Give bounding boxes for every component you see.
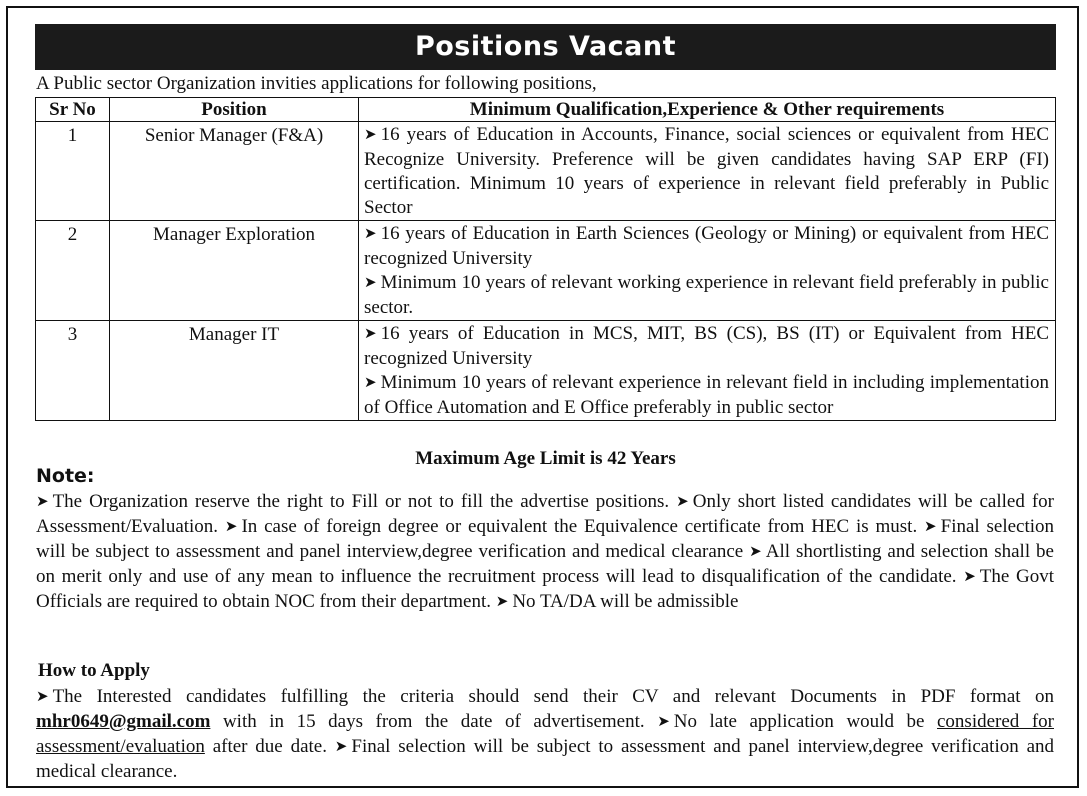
bullet-arrow-icon: ➤	[749, 544, 762, 560]
table-header-row	[36, 98, 1056, 122]
note-item: Final selection will be subject to assessment and panel interview,degree verification and medical clearance	[36, 516, 1055, 562]
requirement-item	[364, 123, 1049, 220]
requirement-text: 16 years of Education in MCS, MIT, BS (CS), BS (IT) or Equivalent from HEC recognized University	[364, 323, 1049, 369]
bullet-arrow-icon: ➤	[334, 739, 348, 755]
bullet-arrow-icon: ➤	[364, 326, 377, 342]
requirement-text: 16 years of Education in Earth Sciences (Geology or Mining) or equivalent from HEC recognized University	[364, 223, 1049, 269]
requirement-item	[364, 271, 1049, 320]
requirement-text: 16 years of Education in Accounts, Finance, social sciences or equivalent from HEC Recognize University. Preference will be given candidates having SAP ERP (FI) certification. Minimum 10 years of experience in relevant field preferably in Public Sector	[364, 124, 1049, 218]
bullet-arrow-icon: ➤	[364, 226, 377, 242]
row-requirements	[359, 321, 1056, 421]
note-item: Only short listed candidates will be called for Assessment/Evaluation.	[36, 491, 1055, 537]
requirement-text: Minimum 10 years of relevant experience in relevant field in including implementation of Office Automation and E Office preferably in public sector	[364, 372, 1049, 418]
row-position: Senior Manager (F&A)	[110, 122, 359, 221]
requirement-text: Minimum 10 years of relevant working experience in relevant field preferably in public sector.	[364, 272, 1049, 318]
row-requirements	[359, 122, 1056, 221]
row-sr-no: 1	[36, 122, 110, 221]
apply-text: No late application would be	[673, 711, 925, 732]
bullet-arrow-icon: ➤	[224, 519, 238, 535]
positions-table	[35, 97, 1056, 421]
requirement-item	[364, 371, 1049, 420]
note-item: No TA/DA will be admissible	[512, 591, 739, 612]
intro-text: A Public sector Organization invities applications for following positions,	[36, 73, 597, 94]
note-heading: Note:	[36, 465, 95, 487]
requirement-item	[364, 222, 1049, 271]
row-position: Manager IT	[110, 321, 359, 421]
bullet-arrow-icon: ➤	[495, 594, 509, 610]
row-requirements	[359, 221, 1056, 321]
apply-underlined-text: considered for assessment/evaluation	[36, 711, 1054, 757]
bullet-arrow-icon: ➤	[963, 569, 976, 585]
bullet-arrow-icon: ➤	[36, 494, 49, 510]
apply-text: Final selection will be subject to assessment and panel interview,degree verification and medical clearance.	[36, 736, 1054, 782]
apply-text: with in 15 days from the date of advertisement.	[222, 711, 645, 732]
row-sr-no: 3	[36, 321, 110, 421]
header-position: Position	[110, 98, 359, 122]
how-to-apply-heading: How to Apply	[38, 660, 150, 681]
header-sr-no: Sr No	[36, 98, 110, 122]
table-row	[36, 122, 1056, 221]
bullet-arrow-icon: ➤	[676, 494, 689, 510]
email-link[interactable]: mhr0649@gmail.com	[36, 711, 211, 732]
table-row	[36, 221, 1056, 321]
bullet-arrow-icon: ➤	[364, 275, 377, 291]
row-position: Manager Exploration	[110, 221, 359, 321]
bullet-arrow-icon: ➤	[364, 127, 377, 143]
bullet-arrow-icon: ➤	[36, 689, 49, 705]
header-requirements: Minimum Qualification,Experience & Other requirements	[359, 98, 1056, 122]
bullet-arrow-icon: ➤	[364, 375, 377, 391]
apply-text: after due date.	[212, 736, 327, 757]
note-item: In case of foreign degree or equivalent the Equivalence certificate from HEC is must.	[241, 516, 918, 537]
note-item: All shortlisting and selection shall be on merit only and use of any mean to influence the recruitment process will lead to disqualification of the candidate.	[36, 541, 1054, 587]
apply-text: The Interested candidates fulfilling the criteria should send their CV and relevant Documents in PDF format on	[52, 686, 1054, 707]
age-limit: Maximum Age Limit is 42 Years	[415, 448, 676, 469]
bullet-arrow-icon: ➤	[924, 519, 937, 535]
note-item: The Organization reserve the right to Fill or not to fill the advertise positions.	[52, 491, 670, 512]
advertisement-page	[6, 6, 1079, 788]
note-body	[36, 490, 1054, 615]
how-to-apply-body	[36, 685, 1054, 783]
bullet-arrow-icon: ➤	[657, 714, 670, 730]
row-sr-no: 2	[36, 221, 110, 321]
page-title: Positions Vacant	[35, 24, 1056, 70]
requirement-item	[364, 322, 1049, 371]
note-item: The Govt Officials are required to obtain NOC from their department.	[36, 566, 1054, 612]
table-row	[36, 321, 1056, 421]
